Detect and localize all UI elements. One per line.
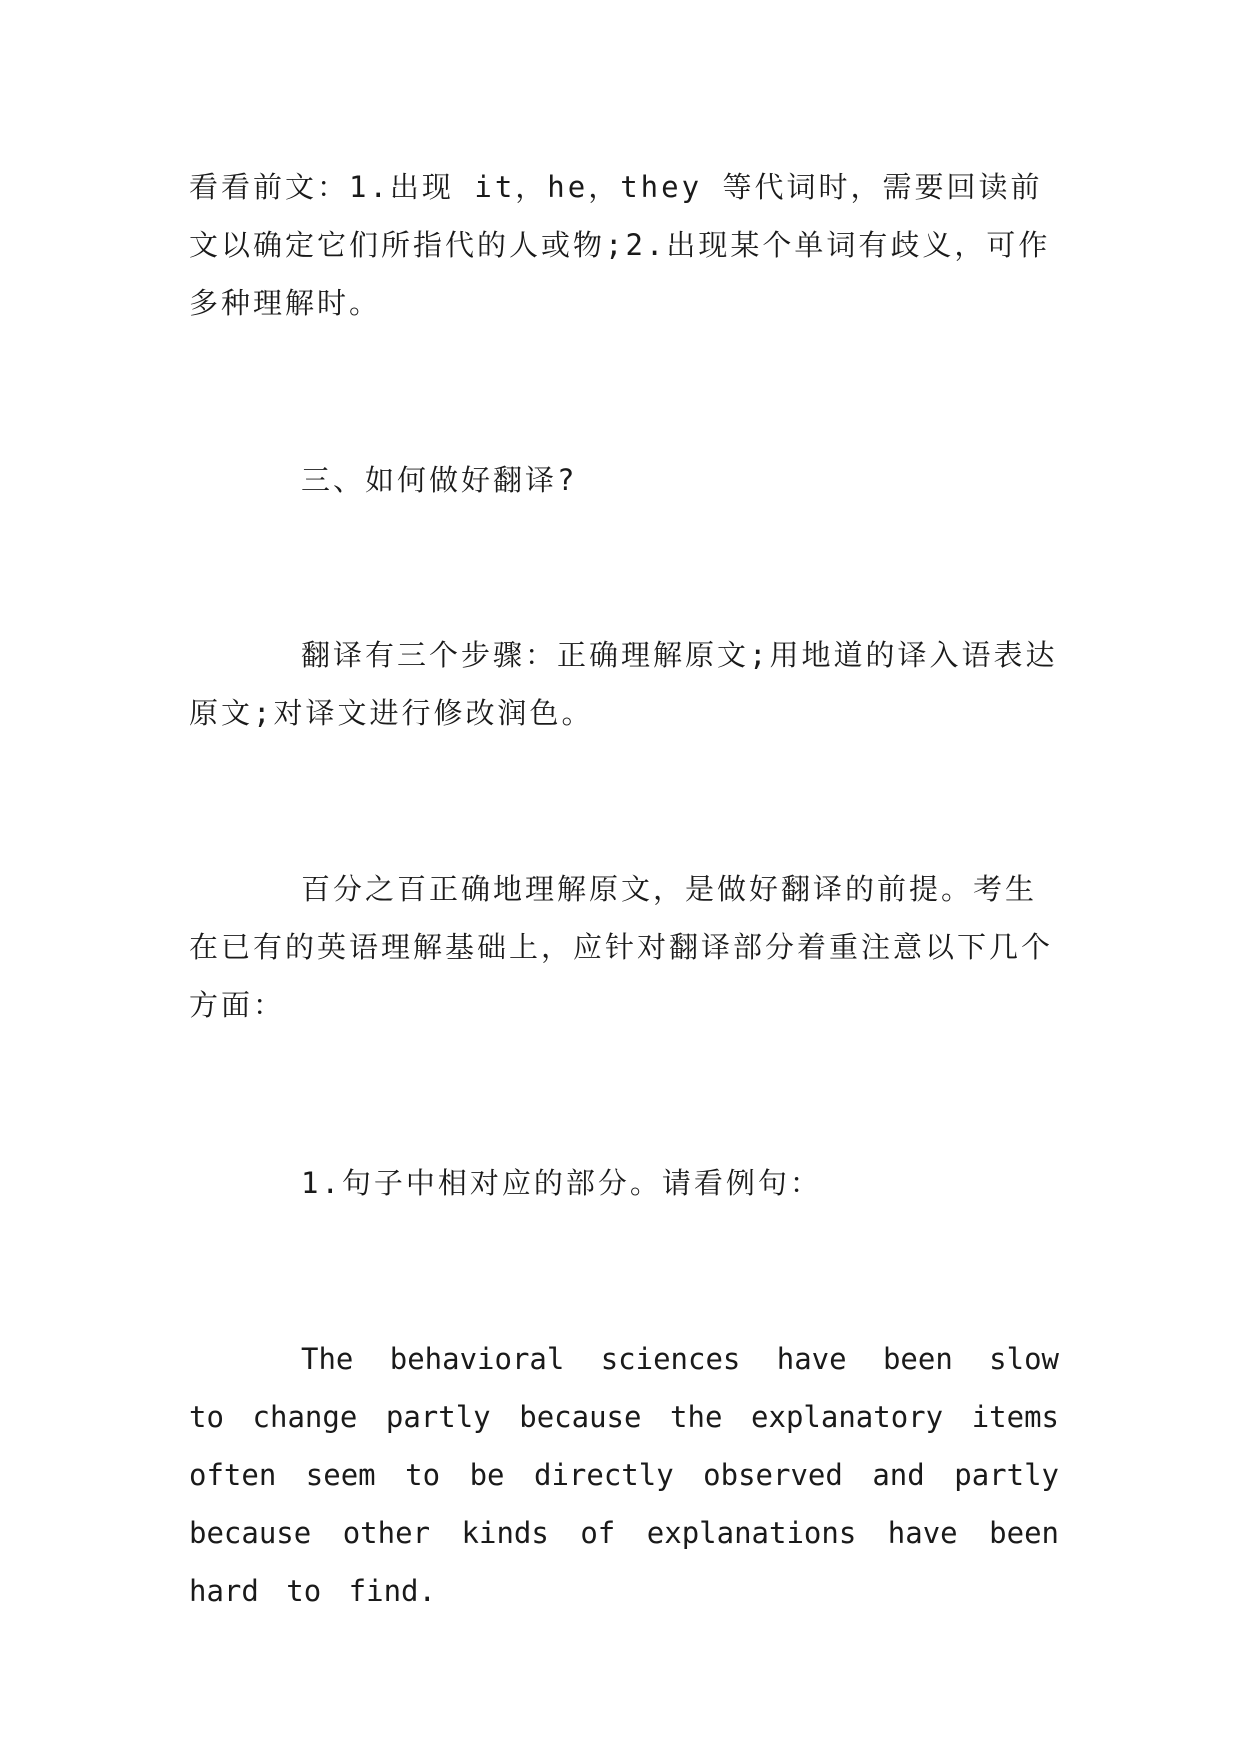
section-heading-how-to-translate: 三、如何做好翻译? — [301, 463, 578, 497]
list-item-corresponding-parts: 1.句子中相对应的部分。请看例句： — [301, 1166, 822, 1200]
example-sentence-english: The behavioral sciences have been slow to change partly because the explanatory items often seem to be directly observed and partly because other kinds of explanations have been hard to find. — [189, 1342, 1059, 1608]
paragraph-translation-steps: 翻译有三个步骤：正确理解原文;用地道的译入语表达原文;对译文进行修改润色。 — [189, 638, 1058, 730]
paragraph-understanding-premise: 百分之百正确地理解原文，是做好翻译的前提。考生在已有的英语理解基础上，应针对翻译部分着重注意以下几个方面： — [189, 872, 1054, 1022]
paragraph-previous-context: 看看前文：1.出现 it，he，they 等代词时，需要回读前文以确定它们所指代的人或物;2.出现某个单词有歧义，可作多种理解时。 — [189, 170, 1051, 320]
